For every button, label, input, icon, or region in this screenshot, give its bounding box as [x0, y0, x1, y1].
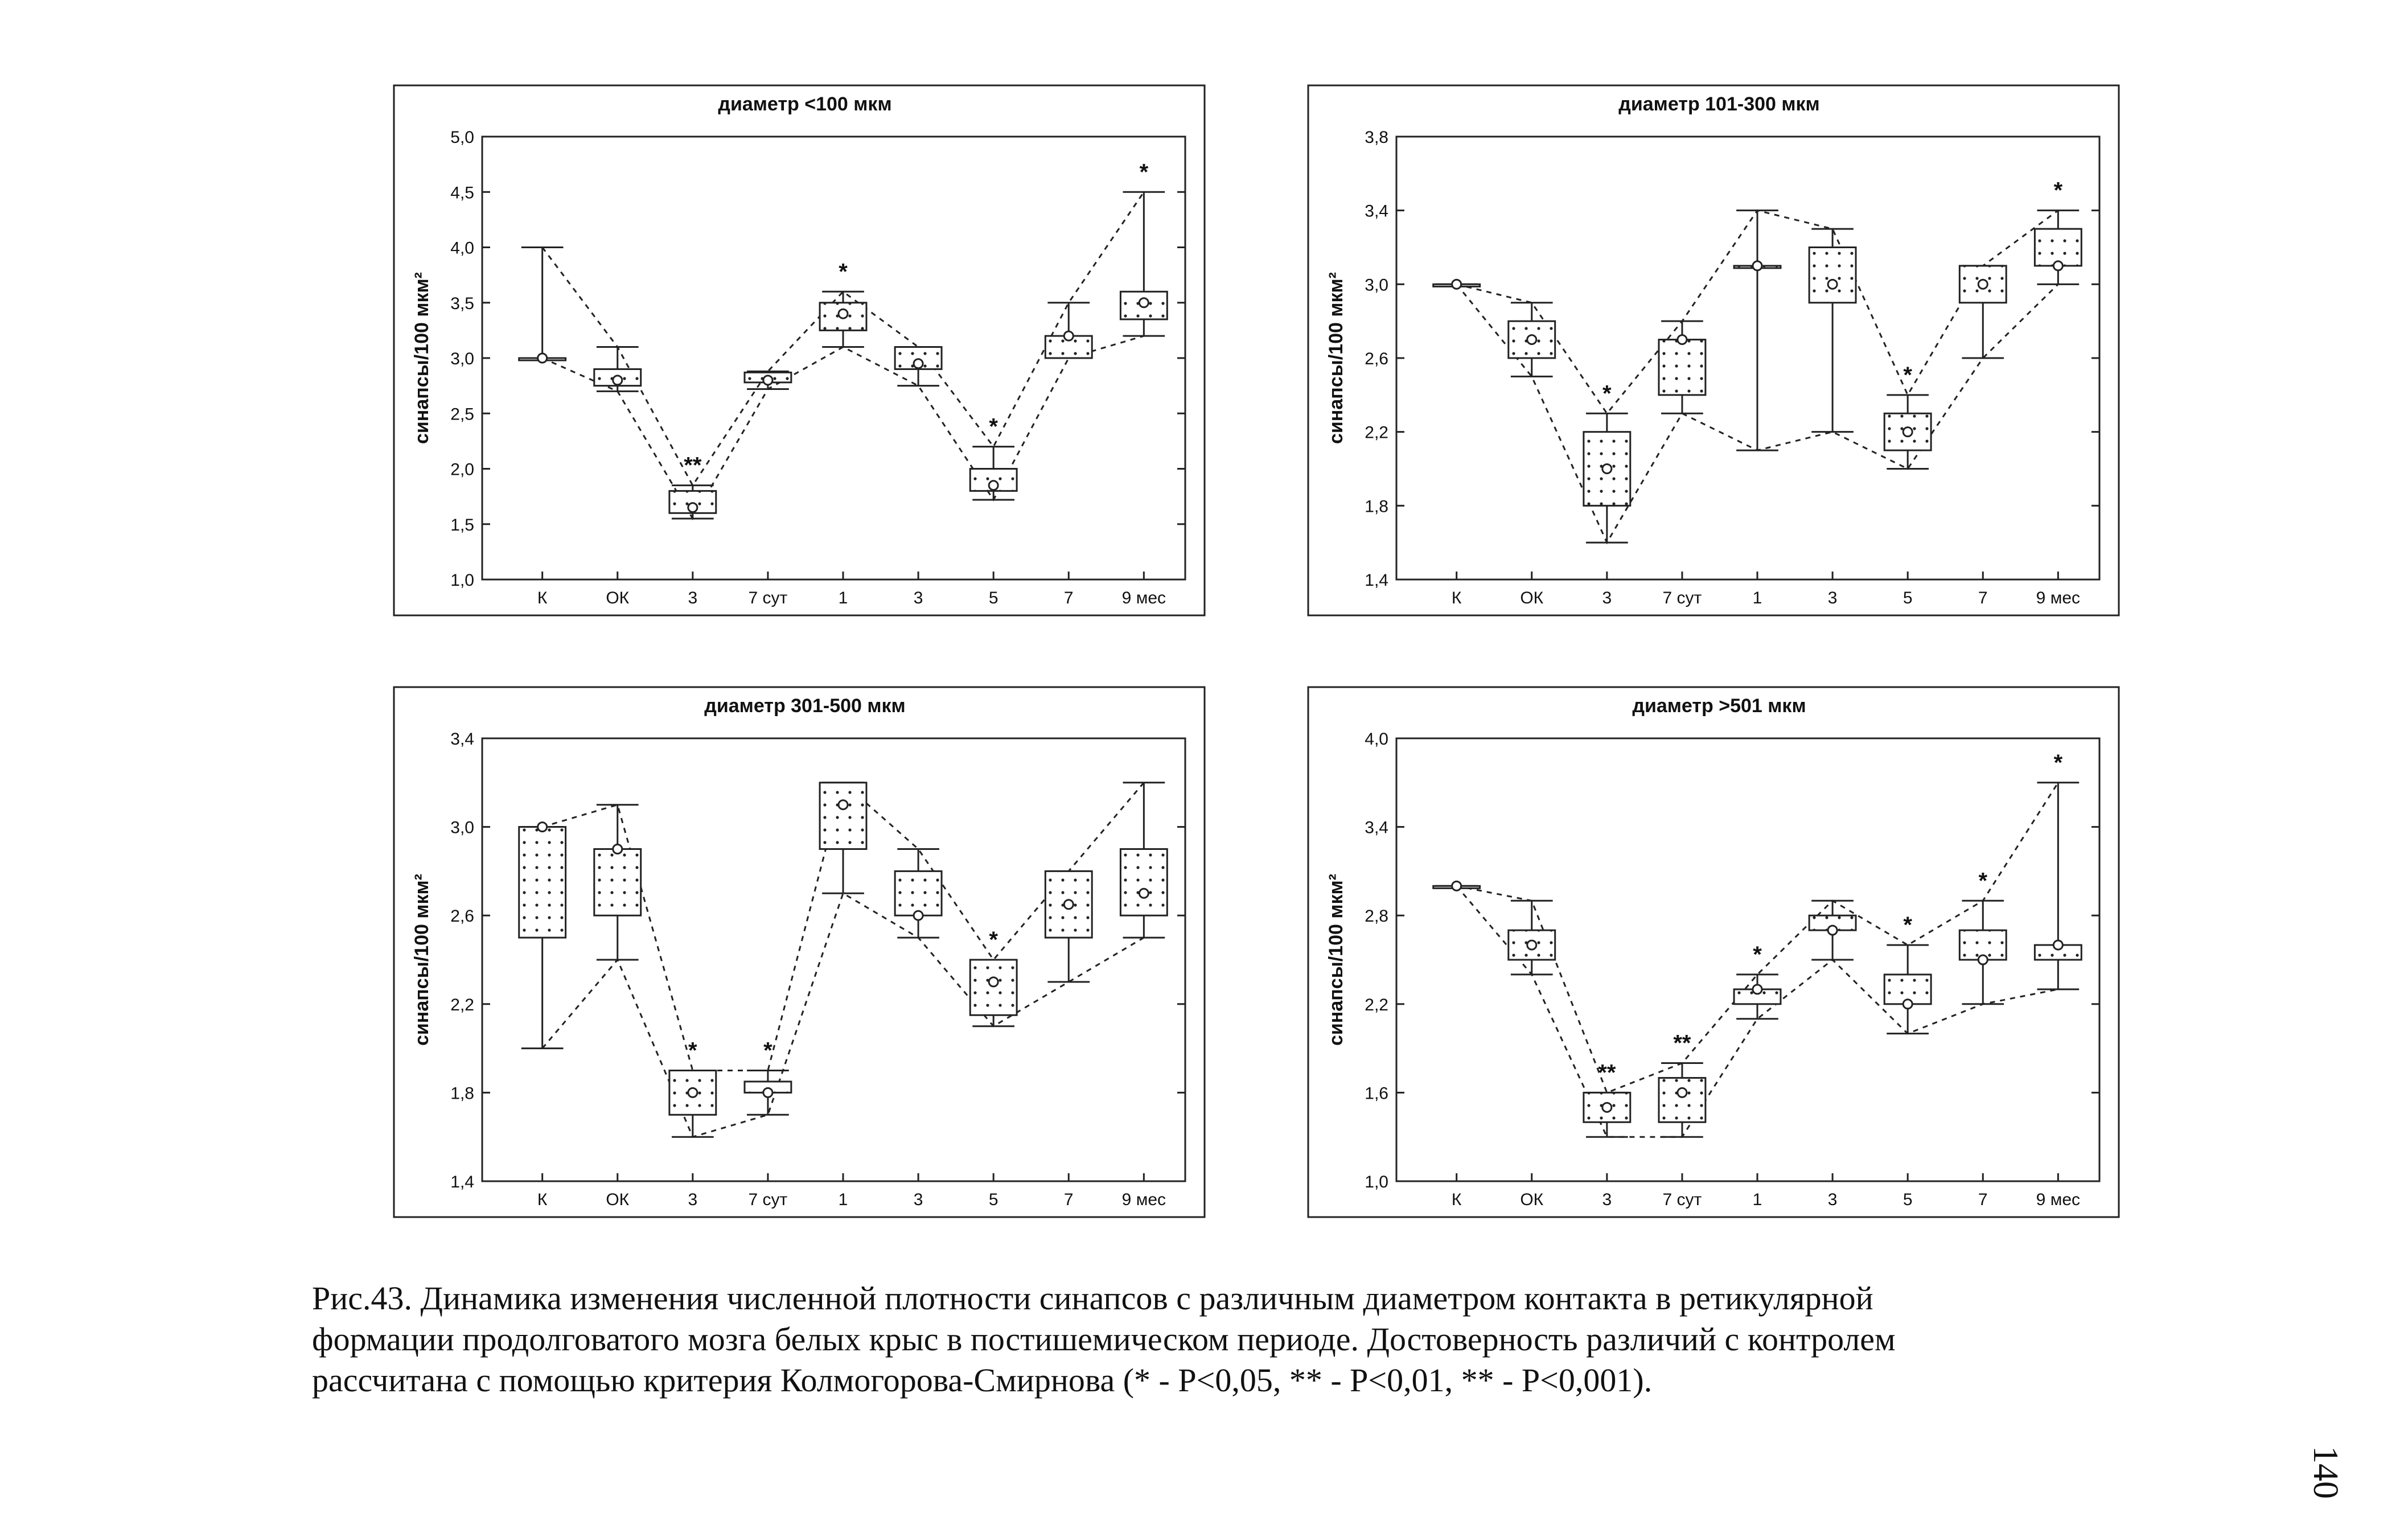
median-marker: [538, 823, 547, 832]
x-tick-label: 3: [913, 589, 923, 607]
x-tick-label: 7 сут: [1662, 1190, 1702, 1209]
chart-frame: [394, 687, 1205, 1217]
median-marker: [989, 481, 998, 490]
median-marker: [688, 1088, 697, 1097]
chart-svg-4: [1307, 686, 2120, 1218]
median-marker: [1527, 335, 1536, 344]
chart-title: диаметр <100 мкм: [718, 93, 892, 115]
chart-svg-1: [393, 84, 1206, 617]
x-tick-label: 1: [1752, 589, 1762, 607]
significance-mark: *: [2053, 178, 2063, 203]
x-tick-label: 3: [1602, 589, 1612, 607]
y-tick-label: 1,4: [1365, 571, 1388, 590]
significance-mark: *: [839, 259, 848, 285]
chart-title: диаметр 301-500 мкм: [704, 695, 906, 717]
x-tick-label: ОК: [1520, 589, 1544, 607]
significance-mark: *: [1978, 868, 1988, 894]
chart-panel-1: [393, 84, 1206, 617]
y-tick-label: 2,2: [450, 995, 474, 1014]
y-tick-label: 1,8: [450, 1084, 474, 1103]
caption-line-2: формации продолговатого мозга белых крыс в постишемическом периоде. Достоверность различий с контролем: [312, 1321, 1896, 1358]
iqr-box-pattern: [820, 783, 866, 849]
iqr-box-pattern: [895, 871, 942, 915]
x-tick-label: 3: [913, 1190, 923, 1209]
y-tick-label: 1,5: [450, 515, 474, 535]
median-marker: [1678, 1088, 1687, 1097]
x-tick-label: 3: [1602, 1190, 1612, 1209]
median-marker: [1602, 1103, 1612, 1112]
significance-mark: *: [1903, 362, 1912, 388]
significance-mark: *: [989, 927, 998, 952]
median-marker: [1978, 955, 1987, 964]
chart-title: диаметр 101-300 мкм: [1618, 93, 1820, 115]
median-marker: [1903, 428, 1912, 437]
y-tick-label: 3,0: [450, 350, 474, 368]
y-tick-label: 2,0: [450, 460, 474, 479]
median-marker: [1978, 280, 1987, 289]
median-marker: [914, 359, 923, 368]
median-marker: [1678, 335, 1687, 344]
x-tick-label: 3: [688, 1190, 698, 1209]
x-tick-label: 3: [688, 589, 698, 607]
x-tick-label: К: [537, 589, 548, 607]
y-tick-label: 3,0: [450, 818, 474, 837]
caption-line-1: Рис.43. Динамика изменения численной плотности синапсов с различным диаметром контакта в ретикулярной: [312, 1280, 1873, 1317]
significance-mark: *: [1602, 381, 1612, 406]
y-tick-label: 2,8: [1365, 907, 1388, 926]
median-marker: [1828, 280, 1837, 289]
significance-mark: *: [1139, 159, 1149, 185]
x-tick-label: 5: [1902, 1190, 1913, 1209]
y-tick-label: 2,2: [1365, 423, 1388, 442]
x-tick-label: 9 мес: [2036, 1190, 2081, 1209]
median-marker: [538, 354, 547, 363]
median-marker: [1064, 900, 1073, 909]
y-tick-label: 2,6: [1365, 350, 1388, 368]
y-tick-label: 1,6: [1365, 1084, 1388, 1103]
significance-mark: *: [1753, 942, 1762, 967]
significance-mark: *: [763, 1038, 772, 1063]
x-tick-label: К: [1451, 589, 1462, 607]
x-tick-label: 5: [988, 1190, 998, 1209]
y-axis-label: синапсы/100 мкм²: [411, 272, 433, 444]
x-tick-label: 1: [1752, 1190, 1762, 1209]
y-tick-label: 5,0: [450, 128, 474, 147]
y-tick-label: 3,4: [1365, 818, 1388, 837]
y-axis-label: синапсы/100 мкм²: [1325, 874, 1347, 1046]
chart-svg-3: [393, 686, 1206, 1218]
median-marker: [763, 1088, 772, 1097]
median-marker: [1452, 280, 1461, 289]
significance-mark: *: [688, 1038, 697, 1063]
x-tick-label: 5: [988, 589, 998, 607]
y-tick-label: 2,5: [450, 405, 474, 424]
median-marker: [1753, 261, 1762, 270]
significance-mark: *: [2053, 750, 2063, 775]
median-marker: [1903, 1000, 1912, 1009]
median-marker: [2053, 940, 2062, 950]
page-number: 140: [2306, 1446, 2345, 1499]
y-tick-label: 1,4: [450, 1173, 474, 1191]
x-tick-label: 7: [1063, 589, 1074, 607]
iqr-box-pattern: [970, 960, 1017, 1015]
y-tick-label: 1,8: [1365, 497, 1388, 516]
x-tick-label: К: [537, 1190, 548, 1209]
y-tick-label: 4,5: [450, 183, 474, 203]
median-marker: [1753, 985, 1762, 994]
x-tick-label: К: [1451, 1190, 1462, 1209]
median-marker: [1452, 881, 1461, 890]
x-tick-label: 7: [1063, 1190, 1074, 1209]
chart-svg-2: [1307, 84, 2120, 617]
median-marker: [839, 309, 848, 318]
y-tick-label: 3,4: [450, 730, 474, 749]
significance-mark: **: [684, 453, 702, 478]
median-marker: [763, 376, 772, 385]
median-marker: [1139, 298, 1148, 307]
y-tick-label: 2,2: [1365, 995, 1388, 1014]
median-marker: [914, 911, 923, 920]
x-tick-label: 1: [838, 589, 848, 607]
y-tick-label: 3,5: [450, 294, 474, 313]
y-axis-label: синапсы/100 мкм²: [411, 874, 433, 1046]
x-tick-label: 3: [1827, 589, 1838, 607]
x-tick-label: 7 сут: [1662, 589, 1702, 607]
median-marker: [1602, 465, 1612, 474]
iqr-box-pattern: [2035, 229, 2081, 266]
y-tick-label: 4,0: [1365, 730, 1388, 749]
x-tick-label: 3: [1827, 1190, 1838, 1209]
median-marker: [1527, 940, 1536, 950]
median-marker: [2053, 261, 2062, 270]
x-tick-label: ОК: [606, 589, 630, 607]
chart-frame: [1308, 85, 2119, 615]
significance-mark: *: [1903, 913, 1912, 938]
x-tick-label: ОК: [1520, 1190, 1544, 1209]
iqr-box-pattern: [1659, 340, 1706, 395]
median-marker: [1064, 331, 1073, 340]
x-tick-label: 9 мес: [2036, 589, 2081, 607]
significance-mark: **: [1673, 1030, 1691, 1056]
significance-mark: **: [1598, 1060, 1616, 1086]
iqr-box-pattern: [1659, 1078, 1706, 1122]
iqr-box-pattern: [594, 849, 641, 916]
chart-title: диаметр >501 мкм: [1632, 695, 1806, 717]
chart-panel-2: [1307, 84, 2120, 617]
median-marker: [688, 503, 697, 512]
median-marker: [613, 376, 622, 385]
median-marker: [989, 977, 998, 987]
chart-panel-3: [393, 686, 1206, 1218]
iqr-box-pattern: [1809, 248, 1856, 303]
y-tick-label: 1,0: [450, 571, 474, 590]
chart-panel-4: [1307, 686, 2120, 1218]
significance-mark: *: [989, 414, 998, 439]
y-tick-label: 2,6: [450, 907, 474, 926]
x-tick-label: 7 сут: [748, 1190, 788, 1209]
x-tick-label: 9 мес: [1121, 589, 1166, 607]
y-tick-label: 3,0: [1365, 276, 1388, 295]
x-tick-label: 1: [838, 1190, 848, 1209]
iqr-box-pattern: [1120, 849, 1167, 916]
median-marker: [613, 845, 622, 854]
x-tick-label: ОК: [606, 1190, 630, 1209]
iqr-box-pattern: [519, 827, 566, 938]
y-tick-label: 1,0: [1365, 1173, 1388, 1191]
y-tick-label: 3,4: [1365, 202, 1388, 221]
x-tick-label: 7 сут: [748, 589, 788, 607]
x-tick-label: 9 мес: [1121, 1190, 1166, 1209]
median-marker: [1139, 889, 1148, 898]
x-tick-label: 5: [1902, 589, 1913, 607]
caption-line-3: рассчитана с помощью критерия Колмогорова-Смирнова (* - Р<0,05, ** - Р<0,01, ** - Р<0,001).: [312, 1362, 1653, 1399]
median-marker: [1828, 926, 1837, 935]
y-tick-label: 3,8: [1365, 128, 1388, 147]
y-tick-label: 4,0: [450, 239, 474, 258]
y-axis-label: синапсы/100 мкм²: [1325, 272, 1347, 444]
median-marker: [839, 800, 848, 809]
x-tick-label: 7: [1978, 589, 1988, 607]
x-tick-label: 7: [1978, 1190, 1988, 1209]
figure-caption: [312, 1278, 2191, 1401]
